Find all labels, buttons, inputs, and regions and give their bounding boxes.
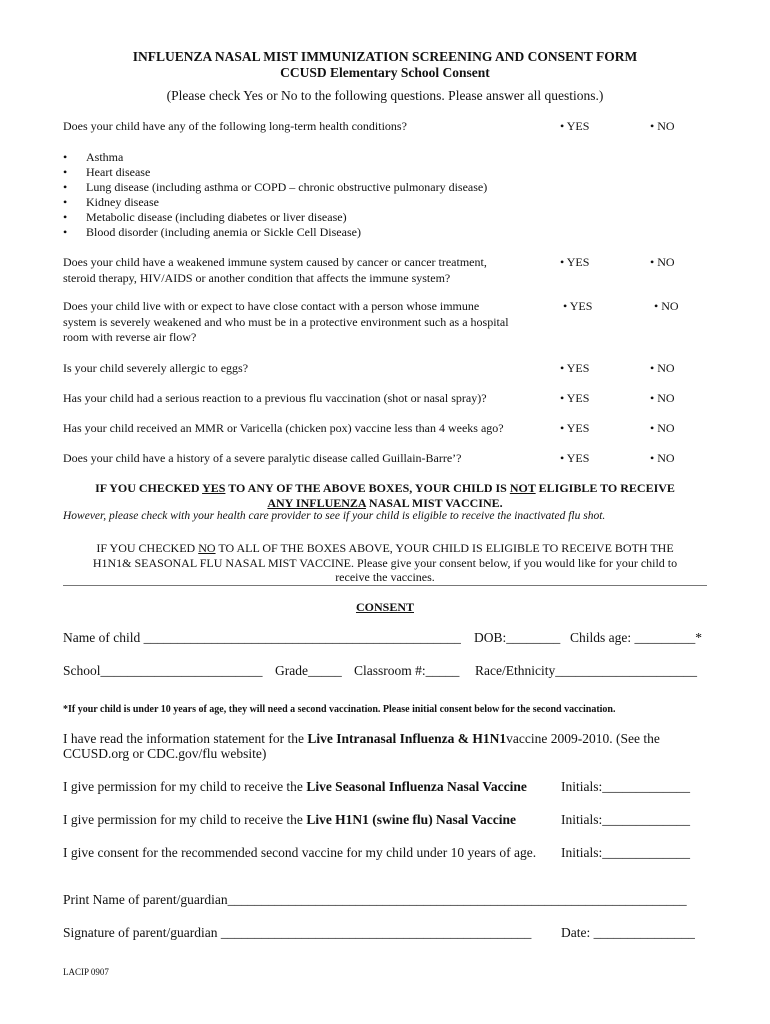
no-checkbox-icon: • (650, 255, 655, 269)
condition-item: • Kidney disease (63, 195, 487, 210)
eligible-text: IF YOU CHECKED (96, 541, 199, 555)
grade-label: Grade (275, 663, 308, 678)
q6-no-option[interactable] (650, 421, 675, 436)
warning-yes-word: YES (202, 481, 226, 495)
consent-heading: CONSENT (355, 600, 414, 614)
initials-line: _____________ (602, 845, 690, 860)
initials-seasonal-field[interactable] (561, 779, 690, 795)
classroom-field[interactable] (354, 663, 459, 679)
ineligible-warning-line2 (0, 496, 770, 511)
permission-seasonal (63, 779, 527, 795)
yes-checkbox-icon: • (560, 391, 565, 405)
second-vaccination-footnote: *If your child is under 10 years of age, they will need a second vaccination. Please initial consent below for the second vaccination. (63, 704, 616, 715)
child-name-line: _______________________________________________ (143, 630, 461, 645)
grade-field[interactable] (275, 663, 342, 679)
initials-label: Initials: (561, 812, 603, 827)
no-checkbox-icon: • (650, 421, 655, 435)
conditions-list (63, 150, 487, 240)
dob-line: ________ (506, 630, 561, 645)
classroom-line: _____ (425, 663, 460, 678)
school-label: School (63, 663, 101, 678)
signature-line: ______________________________________________ (220, 925, 532, 940)
school-line: ________________________ (100, 663, 263, 678)
no-label: NO (657, 451, 675, 465)
question-7: Does your child have a history of a severe paralytic disease called Guillain-Barre’? (63, 451, 462, 465)
q5-no-option[interactable] (650, 391, 675, 406)
read-statement-vaccine: Live Intranasal Influenza & H1N1 (307, 731, 507, 746)
classroom-label: Classroom #: (354, 663, 426, 678)
eligible-no-word: NO (198, 541, 216, 555)
warning-not-word: NOT (509, 481, 536, 495)
no-label: NO (657, 119, 675, 133)
form-title: INFLUENZA NASAL MIST IMMUNIZATION SCREENING AND CONSENT FORM (132, 49, 638, 64)
yes-label: YES (566, 421, 590, 435)
race-ethnicity-label: Race/Ethnicity (475, 663, 556, 678)
warning-text: NASAL MIST VACCINE. (365, 496, 503, 510)
eligible-statement-line2: H1N1& SEASONAL FLU NASAL MIST VACCINE. Please give your consent below, if you would like for your child to (92, 556, 678, 570)
no-label: NO (657, 421, 675, 435)
signature-field[interactable] (63, 925, 531, 941)
question-1: Does your child have any of the following long-term health conditions? (63, 119, 407, 133)
dob-field[interactable] (474, 630, 560, 646)
ineligible-warning (0, 481, 770, 496)
question-2: Does your child have a weakened immune system caused by cancer or cancer treatment, steroid therapy, HIV/AIDS or another condition that affects the immune system? (63, 255, 487, 285)
eligible-statement (0, 541, 770, 556)
read-statement-text: I have read the information statement for the (63, 731, 308, 746)
initials-label: Initials: (561, 779, 603, 794)
q3-yes-option[interactable] (563, 299, 592, 314)
q1-yes-option[interactable] (560, 119, 589, 134)
q2-yes-option[interactable] (560, 255, 589, 270)
grade-line: _____ (307, 663, 342, 678)
yes-checkbox-icon: • (560, 119, 565, 133)
warning-any-influenza: ANY INFLUENZA (267, 496, 366, 510)
signature-label: Signature of parent/guardian (63, 925, 218, 940)
form-code: LACIP 0907 (63, 967, 109, 977)
initials-label: Initials: (561, 845, 603, 860)
condition-item: • Heart disease (63, 165, 487, 180)
race-ethnicity-field[interactable] (475, 663, 697, 679)
condition-item: • Metabolic disease (including diabetes or liver disease) (63, 210, 487, 225)
date-label: Date: (561, 925, 591, 940)
q1-no-option[interactable] (650, 119, 675, 134)
condition-item: • Asthma (63, 150, 487, 165)
warning-text: IF YOU CHECKED (95, 481, 203, 495)
no-checkbox-icon: • (650, 361, 655, 375)
no-checkbox-icon: • (650, 119, 655, 133)
print-name-line: ____________________________________________________________________ (227, 892, 687, 907)
q4-no-option[interactable] (650, 361, 675, 376)
yes-label: YES (566, 255, 590, 269)
permission-text: I give permission for my child to receive the (63, 779, 307, 794)
q5-yes-option[interactable] (560, 391, 589, 406)
no-label: NO (657, 361, 675, 375)
child-name-field[interactable] (63, 630, 461, 646)
print-name-field[interactable] (63, 892, 687, 908)
print-name-label: Print Name of parent/guardian (63, 892, 228, 907)
seasonal-vaccine-name: Live Seasonal Influenza Nasal Vaccine (306, 779, 527, 794)
yes-checkbox-icon: • (560, 361, 565, 375)
permission-h1n1 (63, 812, 516, 828)
yes-label: YES (566, 361, 590, 375)
q7-no-option[interactable] (650, 451, 675, 466)
section-divider (63, 585, 707, 586)
consent-second-vaccine: I give consent for the recommended second vaccine for my child under 10 years of age. (63, 845, 537, 860)
q3-no-option[interactable] (654, 299, 679, 314)
question-6: Has your child received an MMR or Varicella (chicken pox) vaccine less than 4 weeks ago? (63, 421, 504, 435)
q6-yes-option[interactable] (560, 421, 589, 436)
race-ethnicity-line: _____________________ (555, 663, 697, 678)
yes-checkbox-icon: • (560, 451, 565, 465)
yes-label: YES (566, 451, 590, 465)
no-label: NO (657, 391, 675, 405)
no-label: NO (657, 255, 675, 269)
yes-label: YES (566, 119, 590, 133)
form-subtitle: CCUSD Elementary School Consent (280, 65, 490, 80)
yes-label: YES (566, 391, 590, 405)
no-label: NO (661, 299, 679, 313)
initials-line: _____________ (602, 779, 690, 794)
initials-h1n1-field[interactable] (561, 812, 690, 828)
school-field[interactable] (63, 663, 263, 679)
read-statement (63, 731, 660, 747)
no-checkbox-icon: • (654, 299, 659, 313)
yes-label: YES (569, 299, 593, 313)
dob-label: DOB: (474, 630, 507, 645)
initials-second-field[interactable] (561, 845, 690, 861)
read-statement-line2: CCUSD.org or CDC.gov/flu website) (63, 746, 267, 761)
h1n1-vaccine-name: Live H1N1 (swine flu) Nasal Vaccine (306, 812, 516, 827)
question-3: Does your child live with or expect to have close contact with a person whose immune system is severely weakened and who must be in a protective environment such as a hospital room with reverse air flow? (63, 299, 509, 344)
question-4: Is your child severely allergic to eggs? (63, 361, 249, 375)
child-age-label: Childs age: (570, 630, 632, 645)
date-line: _______________ (593, 925, 695, 940)
q4-yes-option[interactable] (560, 361, 589, 376)
instructions: (Please check Yes or No to the following questions. Please answer all questions.) (166, 88, 604, 103)
condition-item: • Lung disease (including asthma or COPD – chronic obstructive pulmonary disease) (63, 180, 487, 195)
child-name-label: Name of child (63, 630, 141, 645)
child-age-field[interactable] (570, 630, 702, 646)
yes-checkbox-icon: • (560, 255, 565, 269)
read-statement-text: vaccine 2009-2010. (See the (506, 731, 660, 746)
yes-checkbox-icon: • (563, 299, 568, 313)
date-field[interactable] (561, 925, 695, 941)
warning-text: ELIGIBLE TO RECEIVE (535, 481, 675, 495)
no-checkbox-icon: • (650, 391, 655, 405)
inactivated-note: However, please check with your health care provider to see if your child is eligible to receive the inactivated flu shot. (63, 510, 606, 522)
condition-item: • Blood disorder (including anemia or Sickle Cell Disease) (63, 225, 487, 240)
q7-yes-option[interactable] (560, 451, 589, 466)
warning-text: TO ANY OF THE ABOVE BOXES, YOUR CHILD IS (225, 481, 510, 495)
q2-no-option[interactable] (650, 255, 675, 270)
yes-checkbox-icon: • (560, 421, 565, 435)
initials-line: _____________ (602, 812, 690, 827)
eligible-statement-line3: receive the vaccines. (335, 570, 435, 584)
permission-text: I give permission for my child to receive the (63, 812, 307, 827)
question-5: Has your child had a serious reaction to a previous flu vaccination (shot or nasal spray)? (63, 391, 487, 405)
child-age-line: _________* (634, 630, 702, 645)
eligible-text: TO ALL OF THE BOXES ABOVE, YOUR CHILD IS ELIGIBLE TO RECEIVE BOTH THE (215, 541, 674, 555)
no-checkbox-icon: • (650, 451, 655, 465)
